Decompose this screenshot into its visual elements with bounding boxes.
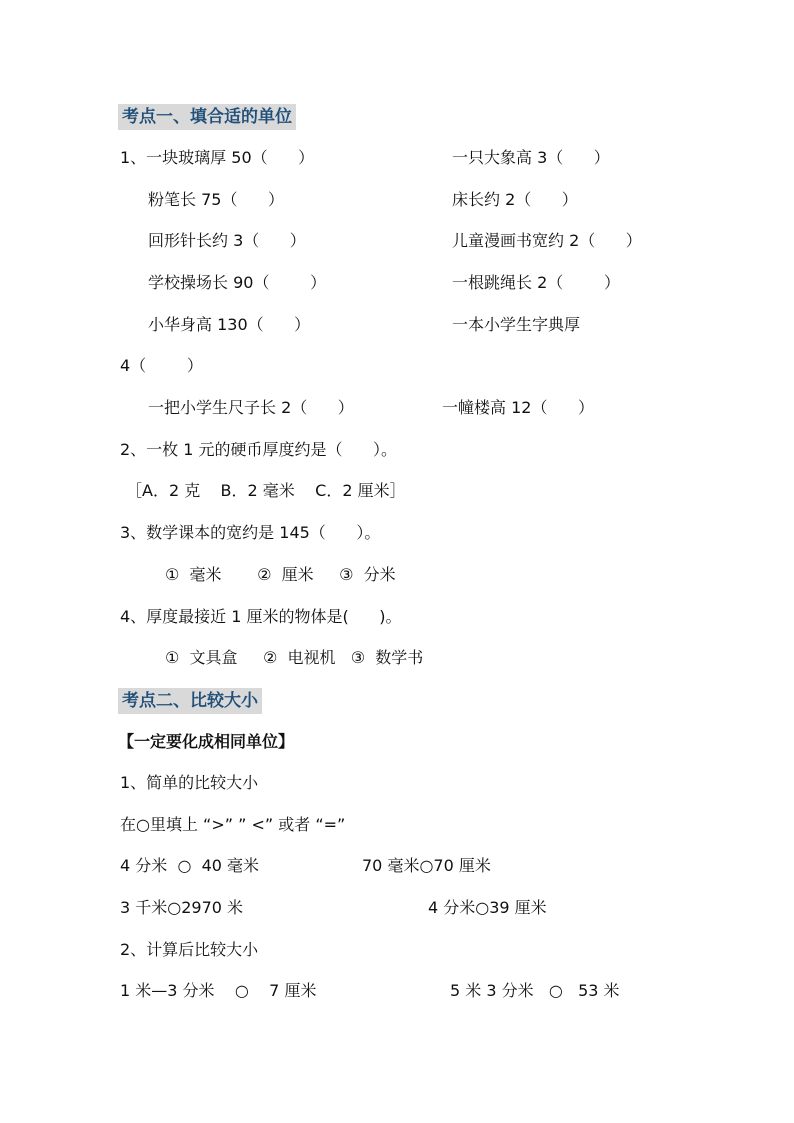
s2-row1-left: 1 米—3 分米 ○ 7 厘米	[120, 981, 317, 1000]
section-heading-1: 考点一、填合适的单位	[118, 104, 296, 130]
s1-instruction: 在○里填上 “>” ” <” 或者 “=”	[120, 815, 346, 834]
q1-row3-left: 回形针长约 3（ ）	[148, 231, 306, 250]
q1-row4-left: 学校操场长 90（ ）	[148, 273, 327, 292]
q1-row1-right: 一只大象高 3（ ）	[452, 148, 610, 167]
unit-note: 【一定要化成相同单位】	[118, 732, 295, 751]
s1-row2-left: 3 千米○2970 米	[120, 898, 244, 917]
q3-question: 3、数学课本的宽约是 145（ ）。	[120, 523, 381, 542]
q4-question: 4、厚度最接近 1 厘米的物体是( )。	[120, 607, 402, 626]
q3-options: ① 毫米 ② 厘米 ③ 分米	[165, 565, 396, 584]
s1-title: 1、简单的比较大小	[120, 773, 259, 792]
section-heading-2: 考点二、比较大小	[118, 688, 262, 714]
q1-row6-left: 一把小学生尺子长 2（ ）	[148, 398, 354, 417]
q2-options: ［A．2 克 B．2 毫米 C．2 厘米］	[126, 481, 406, 500]
q1-row3-right: 儿童漫画书宽约 2（ ）	[452, 231, 642, 250]
q2-question: 2、一枚 1 元的硬币厚度约是（ ）。	[120, 440, 398, 459]
q1-row4-right: 一根跳绳长 2（ ）	[452, 273, 620, 292]
q1-row2-left: 粉笔长 75（ ）	[148, 190, 284, 209]
q4-options: ① 文具盒 ② 电视机 ③ 数学书	[165, 648, 424, 667]
q1-row6-right: 一幢楼高 12（ ）	[442, 398, 594, 417]
q1-row5-left: 小华身高 130（ ）	[148, 315, 311, 334]
s1-row2-right: 4 分米○39 厘米	[428, 898, 547, 917]
s2-title: 2、计算后比较大小	[120, 940, 259, 959]
q1-row5-continuation: 4（ ）	[120, 356, 203, 375]
s1-row1-right: 70 毫米○70 厘米	[362, 856, 491, 875]
s1-row1-left: 4 分米 ○ 40 毫米	[120, 856, 260, 875]
q1-row5-right: 一本小学生字典厚	[452, 315, 581, 334]
q1-row1-left: 1、一块玻璃厚 50（ ）	[120, 148, 315, 167]
s2-row1-right: 5 米 3 分米 ○ 53 米	[450, 981, 620, 1000]
q1-row2-right: 床长约 2（ ）	[452, 190, 578, 209]
